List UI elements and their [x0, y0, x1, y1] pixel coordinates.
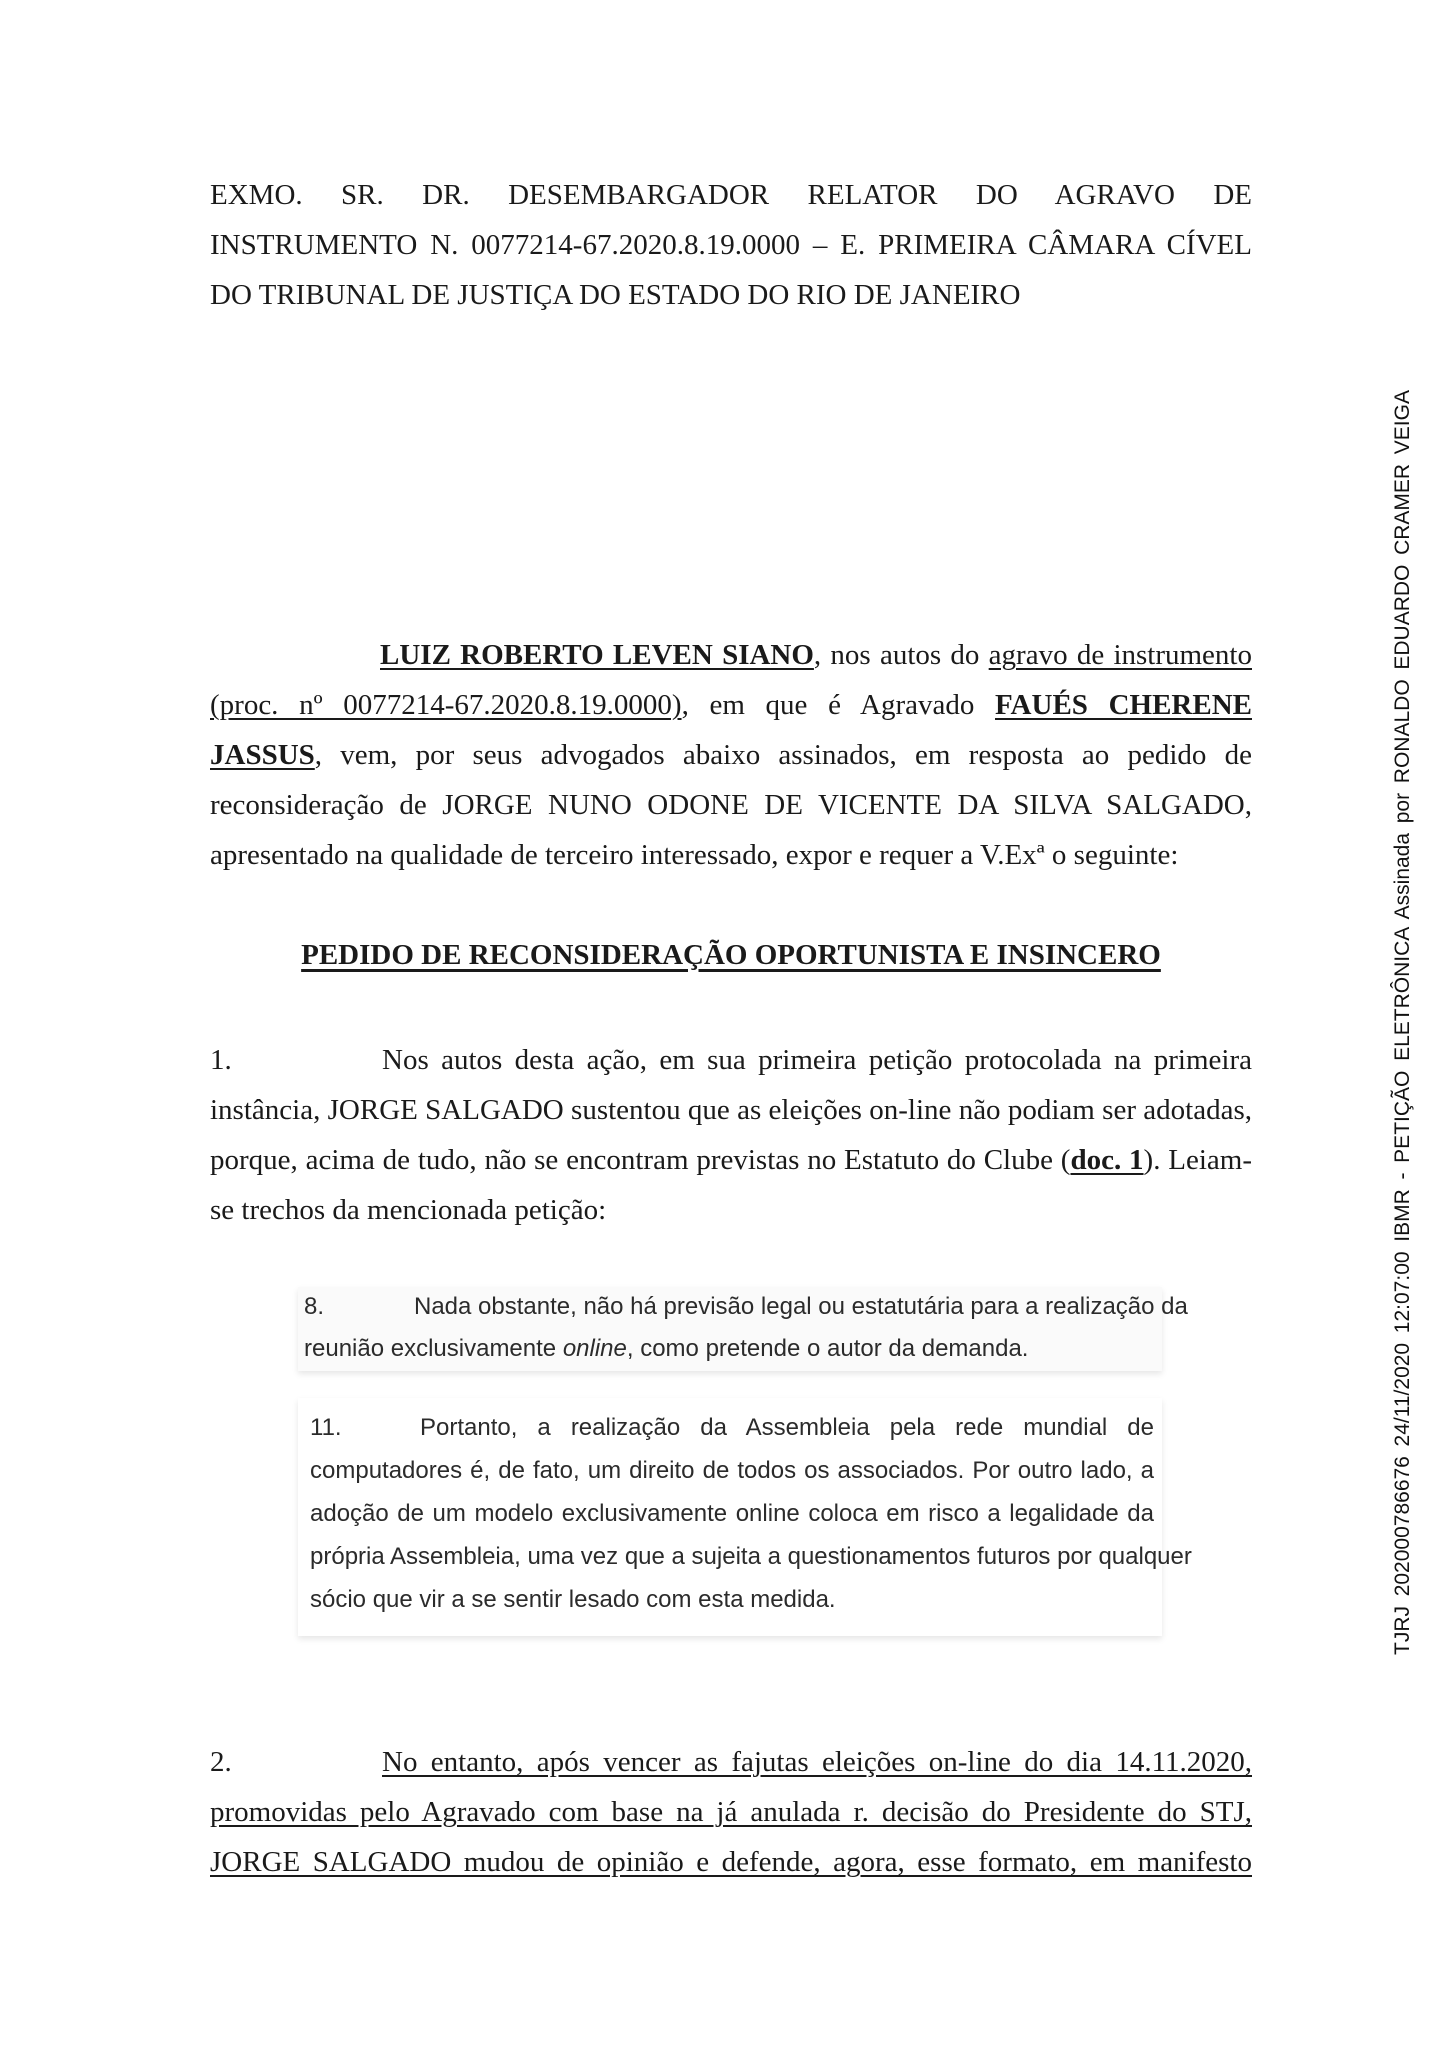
quote11-line-2: computadores é, de fato, um direito de todos os associados. Por outro lado, a	[310, 1457, 1154, 1484]
process-reference: (proc. nº 0077214-67.2020.8.19.0000)	[210, 689, 682, 721]
intro-line-4: reconsideração de JORGE NUNO ODONE DE VICENTE DA SILVA SALGADO,	[210, 789, 1252, 821]
doc-1-reference: doc. 1	[1070, 1144, 1144, 1176]
quote8-line-1	[304, 1285, 1188, 1329]
agravado-name-1: FAUÉS CHERENE	[995, 689, 1252, 721]
quote8-line-2-post: , como pretende o autor da demanda.	[626, 1335, 1029, 1362]
intro-text-3: , vem, por seus advogados abaixo assinados, em resposta ao pedido de	[314, 739, 1252, 771]
intro-line-2	[210, 680, 1252, 730]
party-name: LUIZ ROBERTO LEVEN SIANO	[380, 639, 814, 671]
para1-line-3-post: ). Leiam-	[1143, 1144, 1253, 1176]
intro-line-5: apresentado na qualidade de terceiro interessado, expor e requer a V.Exª o seguinte:	[210, 839, 1179, 871]
electronic-signature-stamp: TJRJ 202000786676 24/11/2020 12:07:00 IBMR - PETIÇÃO ELETRÔNICA Assinada por RONALDO EDUARDO CRAMER VEIGA	[1391, 390, 1414, 1655]
quote8-number: 8.	[304, 1293, 325, 1320]
quote11-line-1	[310, 1406, 1154, 1450]
para2-line-1	[210, 1737, 1252, 1787]
quote11-line-3: adoção de um modelo exclusivamente online coloca em risco a legalidade da	[310, 1500, 1154, 1527]
quote8-italic-online: online	[562, 1335, 627, 1362]
intro-text-1: , nos autos do	[813, 639, 989, 671]
para1-line-3-pre: porque, acima de tudo, não se encontram previstas no Estatuto do Clube (	[210, 1144, 1071, 1176]
para1-line-3	[210, 1135, 1252, 1185]
para1-line-1-text: Nos autos desta ação, em sua primeira petição protocolada na primeira	[382, 1044, 1252, 1076]
para2-line-1-text: No entanto, após vencer as fajutas eleições on-line do dia 14.11.2020,	[382, 1746, 1252, 1778]
header-line-3: DO TRIBUNAL DE JUSTIÇA DO ESTADO DO RIO DE JANEIRO	[210, 279, 1021, 311]
para2-line-3: JORGE SALGADO mudou de opinião e defende, agora, esse formato, em manifesto	[210, 1846, 1252, 1878]
quote-excerpt-8	[298, 1287, 1188, 1371]
intro-text-2: , em que é Agravado	[681, 689, 995, 721]
quote11-line-1-text: Portanto, a realização da Assembleia pela rede mundial de	[420, 1414, 1154, 1441]
quote8-line-2	[304, 1327, 1154, 1371]
agravo-reference: agravo de instrumento	[988, 639, 1252, 671]
para1-line-4: se trechos da mencionada petição:	[210, 1194, 607, 1226]
quote8-line-2-pre: reunião exclusivamente	[304, 1335, 563, 1362]
intro-line-1	[210, 630, 1252, 680]
quote11-line-4: própria Assembleia, uma vez que a sujeita a questionamentos futuros por qualquer	[310, 1543, 1192, 1570]
quote-excerpt-11	[298, 1398, 1192, 1636]
header-line-1: EXMO. SR. DR. DESEMBARGADOR RELATOR DO AGRAVO DE	[210, 179, 1252, 211]
section-heading	[210, 930, 1252, 980]
quote11-line-5: sócio que vir a se sentir lesado com esta medida.	[310, 1586, 836, 1613]
para2-line-2: promovidas pelo Agravado com base na já anulada r. decisão do Presidente do STJ,	[210, 1796, 1252, 1828]
para1-line-1	[210, 1035, 1252, 1085]
para2-number: 2.	[210, 1746, 232, 1778]
para1-line-2: instância, JORGE SALGADO sustentou que as eleições on-line não podiam ser adotadas,	[210, 1094, 1252, 1126]
quote11-number: 11.	[310, 1414, 342, 1441]
intro-line-3	[210, 730, 1252, 780]
quote8-line-1-text: Nada obstante, não há previsão legal ou estatutária para a realização da	[414, 1293, 1188, 1320]
header-line-2: INSTRUMENTO N. 0077214-67.2020.8.19.0000 – E. PRIMEIRA CÂMARA CÍVEL	[210, 229, 1252, 261]
para1-number: 1.	[210, 1044, 232, 1076]
agravado-name-2: JASSUS	[210, 739, 315, 771]
section-heading-text: PEDIDO DE RECONSIDERAÇÃO OPORTUNISTA E INSINCERO	[301, 939, 1161, 971]
